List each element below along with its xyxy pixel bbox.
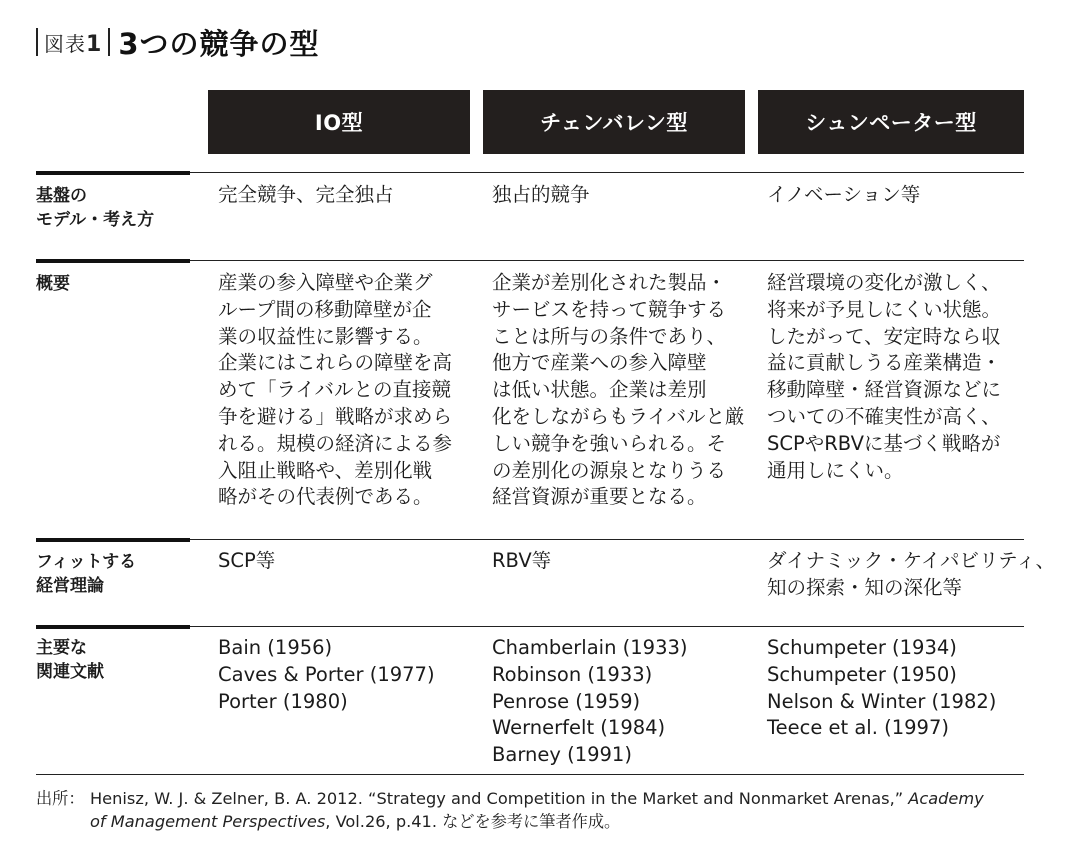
cell-overview-schumpeter: 経営環境の変化が激しく、 将来が予見しにくい状態。 したがって、安定時なら収 益に貢献しうる産業構造・ 移動障壁・経営資源などに ついての不確実性が高く、 SCPやRBVに基づく戦略が 通用しにくい。 [767, 271, 1002, 482]
column-header-io: IO型 [208, 90, 470, 154]
column-header-schumpeter: シュンペーター型 [758, 90, 1024, 154]
row-divider-accent [36, 259, 190, 263]
row-divider-accent [36, 171, 190, 175]
cell-overview-io: 産業の参入障壁や企業グ ループ間の移動障壁が企 業の収益性に影響する。 企業にはこれらの障壁を高 めて「ライバルとの直接競 争を避ける」戦略が求めら れる。規模の経済による参 入阻止戦略や、差別化戦 略がその代表例である。 [218, 271, 453, 509]
cell-basis-chamberlin: 独占的競争 [492, 183, 590, 206]
source-line-2 [36, 810, 1056, 833]
row-label-literature: 主要な 関連文献 [36, 638, 104, 682]
source-journal-part1: Academy [908, 789, 984, 808]
column-header-chamberlin: チェンバレン型 [483, 90, 745, 154]
figure-title-bar [36, 22, 320, 62]
cell-basis-schumpeter: イノベーション等 [767, 183, 921, 206]
cell-fit-chamberlin: RBV等 [492, 549, 552, 572]
row-label-overview: 概要 [36, 274, 70, 294]
cell-literature-chamberlin: Chamberlain (1933) Robinson (1933) Penrose (1959) Wernerfelt (1984) Barney (1991) [492, 636, 688, 767]
cell-fit-schumpeter: ダイナミック・ケイパビリティ、 知の探索・知の深化等 [767, 549, 1056, 599]
figure-label-number: 1 [86, 31, 103, 57]
figure-label [38, 28, 108, 57]
cell-literature-io: Bain (1956) Caves & Porter (1977) Porter (1980) [218, 636, 435, 713]
source-citation-tail: , Vol.26, p.41. などを参考に筆者作成。 [325, 812, 621, 831]
source-note [36, 787, 1056, 833]
cell-fit-io: SCP等 [218, 549, 276, 572]
row-label-basis-model: 基盤の モデル・考え方 [36, 186, 155, 230]
source-citation-text: Henisz, W. J. & Zelner, B. A. 2012. “Strategy and Competition in the Market and Nonmarket Arenas,” [90, 789, 904, 808]
source-label: 出所： [36, 789, 85, 808]
row-divider-accent [36, 625, 190, 629]
table-bottom-rule [36, 774, 1024, 775]
cell-overview-chamberlin: 企業が差別化された製品・ サービスを持って競争する ことは所与の条件であり、 他方で産業への参入障壁 は低い状態。企業は差別 化をしながらもライバルと厳 しい競争を強いられる。そ の差別化の源泉となりうる 経営資源が重要となる。 [492, 271, 745, 509]
figure-label-prefix: 図表 [44, 31, 86, 56]
source-journal-part2: of Management Perspectives [90, 812, 326, 831]
source-line-1 [36, 787, 1056, 810]
row-label-fit-theory: フィットする 経営理論 [36, 552, 137, 596]
cell-basis-io: 完全競争、完全独占 [218, 183, 394, 206]
figure-title: 3つの競争の型 [118, 26, 320, 61]
row-divider-accent [36, 538, 190, 542]
cell-literature-schumpeter: Schumpeter (1934) Schumpeter (1950) Nelson & Winter (1982) Teece et al. (1997) [767, 636, 997, 740]
